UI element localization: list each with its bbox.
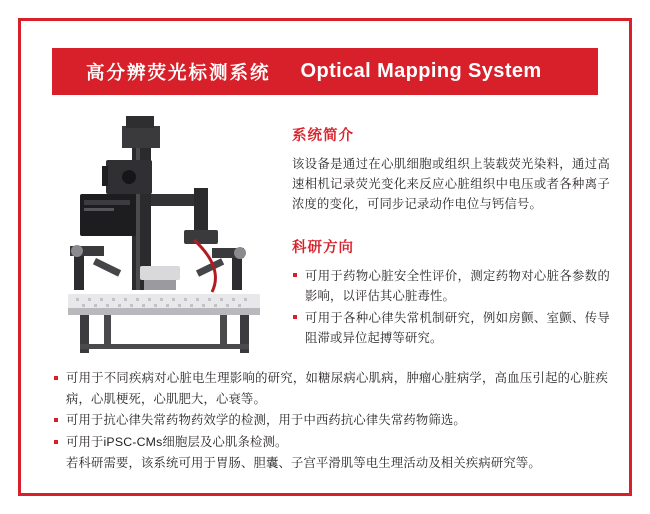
section-title-intro: 系统简介 [292, 128, 354, 144]
bullet-dot-icon [54, 440, 58, 444]
section-title-research: 科研方向 [292, 240, 354, 256]
header-title-cn: 高分辨荧光标测系统 [86, 61, 271, 83]
research-bullet-list [292, 266, 610, 348]
frame-border-left [18, 18, 21, 496]
list-item [52, 432, 608, 453]
bullet-dot-icon [54, 418, 58, 422]
frame-border-bottom [18, 493, 632, 496]
list-item-text: 可用于各种心律失常机制研究，例如房颤、室颤、传导阻滞或异位起搏等研究。 [305, 311, 610, 345]
list-item-text: 可用于iPSC-CMs细胞层及心肌条检测。 [66, 434, 288, 449]
bottom-note-text: 若科研需要，该系统可用于胃肠、胆囊、子宫平滑肌等电生理活动及相关疾病研究等。 [66, 456, 541, 470]
section-intro-text: 该设备是通过在心肌细胞或组织上装载荧光染料，通过高速相机记录荧光变化来反应心脏组织中电压或者各种离子浓度的变化，可同步记录动作电位与钙信号。 [292, 157, 610, 211]
list-item-text: 可用于抗心律失常药物药效学的检测，用于中西药抗心律失常药物筛选。 [66, 413, 466, 427]
bullet-dot-icon [293, 315, 297, 319]
equipment-illustration [44, 108, 284, 356]
equipment-photo [44, 108, 284, 356]
bottom-text-block [52, 368, 608, 474]
right-text-column [292, 124, 610, 350]
list-item [52, 368, 608, 409]
list-item [292, 308, 610, 348]
frame-border-right [629, 18, 632, 496]
frame-border-top [18, 18, 632, 21]
header-title-en: Optical Mapping System [300, 60, 542, 82]
list-item-text: 可用于药物心脏安全性评价，测定药物对心脏各参数的影响，以评估其心脏毒性。 [305, 269, 610, 303]
bullet-dot-icon [54, 376, 58, 380]
header-banner [52, 48, 598, 95]
list-item-text: 可用于不同疾病对心脏电生理影响的研究，如糖尿病心肌病，肿瘤心脏病学，高血压引起的心脏疾病，心肌梗死，心肌肥大，心衰等。 [66, 371, 608, 406]
bottom-bullet-list [52, 368, 608, 452]
list-item [52, 410, 608, 431]
bullet-dot-icon [293, 273, 297, 277]
list-item [292, 266, 610, 306]
